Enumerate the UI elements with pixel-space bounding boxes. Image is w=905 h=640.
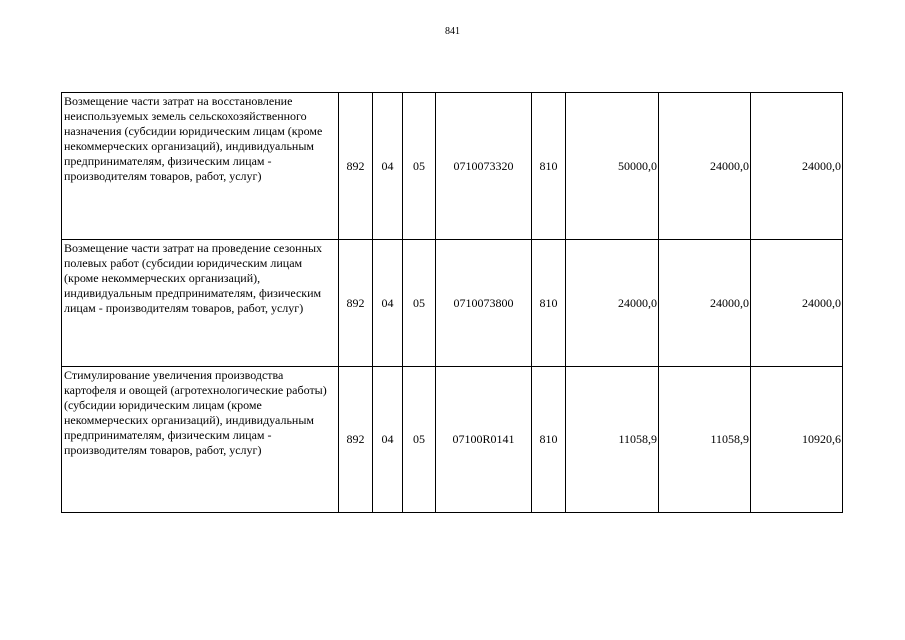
amount-1-cell: 24000,0: [566, 240, 659, 367]
subsection-cell: 05: [403, 240, 436, 367]
amount-2-cell: 24000,0: [659, 93, 751, 240]
expense-type-cell: 810: [532, 93, 566, 240]
amount-1-cell: 11058,9: [566, 367, 659, 513]
target-article-cell: 0710073320: [436, 93, 532, 240]
row-description: Стимулирование увеличения производства картофеля и овощей (агротехнологические работы) (субсидии юридическим лицам (кроме некоммерческих организаций), индивидуальным предпринимателям, физическим лицам - производителям товаров, работ, услуг): [62, 367, 339, 513]
expense-type-cell: 810: [532, 367, 566, 513]
subsection-cell: 05: [403, 93, 436, 240]
table-row: [62, 240, 843, 367]
subsection-cell: 05: [403, 367, 436, 513]
section-cell: 04: [373, 93, 403, 240]
table-row: [62, 367, 843, 513]
amount-1-cell: 50000,0: [566, 93, 659, 240]
budget-table: [61, 92, 843, 513]
amount-3-cell: 24000,0: [751, 93, 843, 240]
row-description: Возмещение части затрат на восстановление неиспользуемых земель сельскохозяйственного назначения (субсидии юридическим лицам (кроме некоммерческих организаций), индивидуальным предпринимателям, физическим лицам - производителям товаров, работ, услуг): [62, 93, 339, 240]
amount-3-cell: 24000,0: [751, 240, 843, 367]
target-article-cell: 0710073800: [436, 240, 532, 367]
amount-2-cell: 24000,0: [659, 240, 751, 367]
target-article-cell: 07100R0141: [436, 367, 532, 513]
amount-2-cell: 11058,9: [659, 367, 751, 513]
amount-3-cell: 10920,6: [751, 367, 843, 513]
ministry-code-cell: 892: [339, 93, 373, 240]
ministry-code-cell: 892: [339, 367, 373, 513]
ministry-code-cell: 892: [339, 240, 373, 367]
section-cell: 04: [373, 367, 403, 513]
table-row: [62, 93, 843, 240]
section-cell: 04: [373, 240, 403, 367]
page-number: 841: [445, 26, 460, 37]
row-description: Возмещение части затрат на проведение сезонных полевых работ (субсидии юридическим лицам (кроме некоммерческих организаций), индивидуальным предпринимателям, физическим лицам - производителям товаров, работ, услуг): [62, 240, 339, 367]
expense-type-cell: 810: [532, 240, 566, 367]
